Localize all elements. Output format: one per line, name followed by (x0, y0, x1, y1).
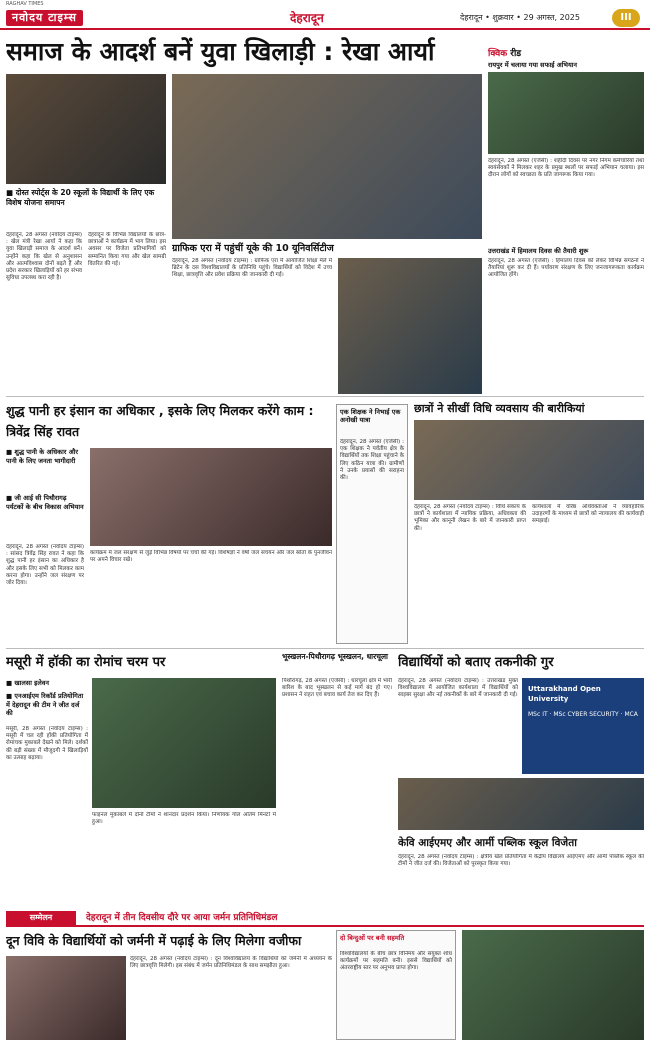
law-body: देहरादून, 28 अगस्त (नवोदय टाइम्स) : विधि संकाय के छात्रों ने कार्यशाला में न्यायिक प्रक्रिया, अधिवक्ता की भूमिका और कानूनी लेखन के बारे में जानकारी प्राप्त की। (414, 504, 526, 532)
page-number: III (612, 9, 640, 27)
divider (6, 648, 644, 649)
water-photo (90, 448, 332, 546)
quick-read-second-body: देहरादून, 28 अगस्त (एजेंसी) : हिमालय दिवस को लेकर विभिन्न संगठनों ने तैयारियां शुरू कर दी हैं। पर्यावरण संरक्षण के लिए जनजागरूकता कार्यक्रम आयोजित होंगे। (488, 258, 644, 279)
sammelan-strap: देहरादून में तीन दिवसीय दौरे पर आया जर्मन प्रतिनिधिमंडल (86, 913, 278, 923)
hockey-body: मसूरी, 28 अगस्त (नवोदय टाइम्स) : मसूरी में चल रही हॉकी प्रतियोगिता में रोमांचक मुकाबले देखने को मिले। दर्शकों की बड़ी संख्या में मौजूदगी ने खिलाड़ियों का उत्साह बढ़ाया। (6, 726, 88, 761)
hockey-body-col2: फाइनल मुकाबले में दोनों टीमों ने शानदार प्रदर्शन किया। निर्णायक गोल अंतिम मिनटों में हुआ। (92, 812, 276, 826)
quick-read-header (488, 46, 644, 58)
lead-headline: समाज के आदर्श बनें युवा खिलाड़ी : रेखा आर्या (6, 37, 435, 66)
law-photo (414, 420, 644, 500)
law-body-col2: कार्यशाला में वरिष्ठ अधिवक्ताओं ने व्यावहारिक उदाहरणों के माध्यम से छात्रों को न्यायालय की कार्यवाही समझाई। (532, 504, 644, 525)
brand-logo: नवोदय टाइम्स (6, 10, 83, 26)
hazard-body: देहरादून, 28 अगस्त (एजेंसी) : एक शिक्षक ने पर्वतीय क्षेत्र के विद्यार्थियों तक शिक्षा पहुंचाने के लिए कठिन यात्रा की। ग्रामीणों ने उनके प्रयासों की सराहना की। (340, 439, 404, 482)
tech-body: देहरादून, 28 अगस्त (नवोदय टाइम्स) : उत्तराखंड मुक्त विश्वविद्यालय में आयोजित कार्यशाला में विद्यार्थियों को साइबर सुरक्षा और नई तकनीकों के बारे में जानकारी दी गई। (398, 678, 518, 699)
doon-headline: दून विवि के विद्यार्थियों को जर्मनी में पढ़ाई के लिए मिलेगा वजीफा (6, 933, 302, 948)
kv-headline: केवि आईएमए और आर्मी पब्लिक स्कूल विजेता (398, 837, 577, 849)
hockey-bullet-1: ■ खालसा इलेवन (6, 679, 49, 687)
quick-read-label: रीड (510, 49, 522, 59)
sammelan-label: सम्मेलन (6, 911, 76, 925)
water-bullet-2: ■ जी आई सी पिथौरागढ़ पर्यटकों के बीच विकास अभियान (6, 494, 84, 511)
water-body-col2: कार्यक्रम में जल संरक्षण से जुड़े विभिन्न विषयों पर चर्चा की गई। विशेषज्ञों ने वर्षा जल संचयन और जल स्रोतों के पुनर्जीवन पर अपने विचार रखे। (90, 550, 332, 564)
top-strip: RAGHAV TIMES (6, 1, 44, 7)
graphic-era-body: देहरादून, 28 अगस्त (नवोदय टाइम्स) : ग्राफिक एरा में आयोजित शिक्षा मेले में ब्रिटेन के दस विश्वविद्यालयों के प्रतिनिधि पहुंचे। विद्यार्थियों को विदेश में उच्च शिक्षा, छात्रवृत्ति और प्रवेश प्रक्रिया की जानकारी दी गई। (172, 258, 332, 279)
divider (6, 396, 644, 397)
kv-photo (462, 930, 644, 1040)
lead-body-col2: देहरादून के विभिन्न विद्यालयों के छात्र-छात्राओं ने कार्यक्रम में भाग लिया। इस अवसर पर विजेता प्रतिभागियों को सम्मानित किया गया और खेल सामग्री वितरित की गई। (88, 232, 166, 267)
graphic-era-headline: ग्राफिक एरा में पहुंचीं यूके की 10 यूनिवर्सिटीज (172, 243, 334, 254)
lead-body-col1: देहरादून, 28 अगस्त (नवोदय टाइम्स) : खेल मंत्री रेखा आर्या ने कहा कि युवा खिलाड़ी समाज के आदर्श बनें। उन्होंने कहा कि खेल से अनुशासन और आत्मविश्वास दोनों बढ़ते हैं और प्रदेश सरकार खिलाड़ियों को हर संभव सुविधा उपलब्ध करा रही है। (6, 232, 82, 282)
doon-photo (6, 956, 126, 1040)
quick-read-second-head: उत्तराखंड में हिमालय दिवस की तैयारी शुरू (488, 247, 589, 255)
hazard-box (336, 404, 408, 644)
graphic-era-photo (338, 258, 482, 394)
city-title: देहरादून (290, 11, 324, 25)
water-bullet-1: ■ शुद्ध पानी के अधिकार और पानी के लिए जनता भागीदारी (6, 448, 79, 465)
doon-body: देहरादून, 28 अगस्त (नवोदय टाइम्स) : दून विश्वविद्यालय के विद्यार्थियों को जर्मनी में अध्ययन के लिए छात्रवृत्ति मिलेगी। इस संबंध में जर्मन प्रतिनिधिमंडल के साथ समझौता हुआ। (130, 956, 332, 970)
tech-banner (522, 678, 644, 774)
law-headline: छात्रों ने सीखीं विधि व्यवसाय की बारीकियां (414, 402, 585, 415)
sammelan-rule (6, 925, 644, 927)
hazard-headline: एक शिक्षक ने निभाई एक अनोखी यात्रा (340, 408, 401, 424)
hockey-headline: मसूरी में हॉकी का रोमांच चरम पर (6, 655, 166, 670)
landslide-headline: भूस्खलन-पिथौरागढ़ भूस्खलन, धारचूला (282, 652, 388, 661)
lead-photo-speaker (6, 74, 166, 184)
lead-photo-group (172, 74, 482, 239)
quick-read-photo (488, 72, 644, 154)
issue-date: देहरादून • शुक्रवार • 29 अगस्त, 2025 (460, 13, 580, 22)
water-body: देहरादून, 28 अगस्त (नवोदय टाइम्स) : सांसद त्रिवेंद्र सिंह रावत ने कहा कि शुद्ध पानी हर इंसान का अधिकार है और इसके लिए सभी को मिलकर काम करना होगा। उन्होंने जल संरक्षण पर जोर दिया। (6, 544, 84, 587)
quick-read-subhead: रायपुर में चलाया गया सफाई अभियान (488, 61, 578, 69)
doon-box-head: दो बिन्दुओं पर बनी सहमति (340, 934, 405, 942)
water-headline: शुद्ध पानी हर इंसान का अधिकार , इसके लिए मिलकर करेंगे काम : त्रिवेंद्र सिंह रावत (6, 403, 314, 439)
quick-read-body: देहरादून, 28 अगस्त (एजेंसी) : शहीदी दिवस पर नगर निगम कर्मचारियों तथा स्वयंसेवकों ने मिलकर शहर के प्रमुख स्थलों पर सफाई अभियान चलाया। इस दौरान लोगों को स्वच्छता के प्रति जागरूक किया गया। (488, 158, 644, 179)
masthead (0, 8, 650, 30)
doon-box (336, 930, 456, 1040)
quick-read-label-red: क्विक (488, 49, 508, 59)
hockey-photo (92, 678, 276, 808)
hockey-bullet-2: ■ एनआईएम रिकॉर्ड प्रतियोगिता में देहरादून की टीम ने जीत दर्ज की (6, 692, 84, 717)
landslide-body: पिथौरागढ़, 28 अगस्त (एजेंसी) : धारचूला क्षेत्र में भारी बारिश के बाद भूस्खलन से कई मार्ग बंद हो गए। प्रशासन ने राहत एवं बचाव कार्य तेज कर दिए हैं। (282, 678, 392, 699)
tech-banner-title: Uttarakhand Open University (528, 685, 601, 703)
kv-body: देहरादून, 28 अगस्त (नवोदय टाइम्स) : क्षेत्रीय खेल प्रतियोगिता में केंद्रीय विद्यालय आईएमए और आर्मी पब्लिक स्कूल की टीमों ने जीत दर्ज की। विजेताओं को पुरस्कृत किया गया। (398, 854, 644, 868)
lead-sidebar-bullet: ■ दोस्त स्पोर्ट्स के 20 स्कूलों के विद्यार्थी के लिए एक विशेष योजना समापन (6, 188, 155, 207)
doon-box-body: विश्वविद्यालयों के बीच छात्र विनिमय और संयुक्त शोध कार्यक्रमों पर सहमति बनी। इससे विद्यार्थियों को अंतरराष्ट्रीय स्तर पर अनुभव प्राप्त होगा। (340, 951, 452, 972)
tech-banner-sub: MSc IT · MSc CYBER SECURITY · MCA (528, 711, 638, 718)
tech-photo (398, 778, 644, 830)
tech-headline: विद्यार्थियों को बताए तकनीकी गुर (398, 655, 554, 670)
